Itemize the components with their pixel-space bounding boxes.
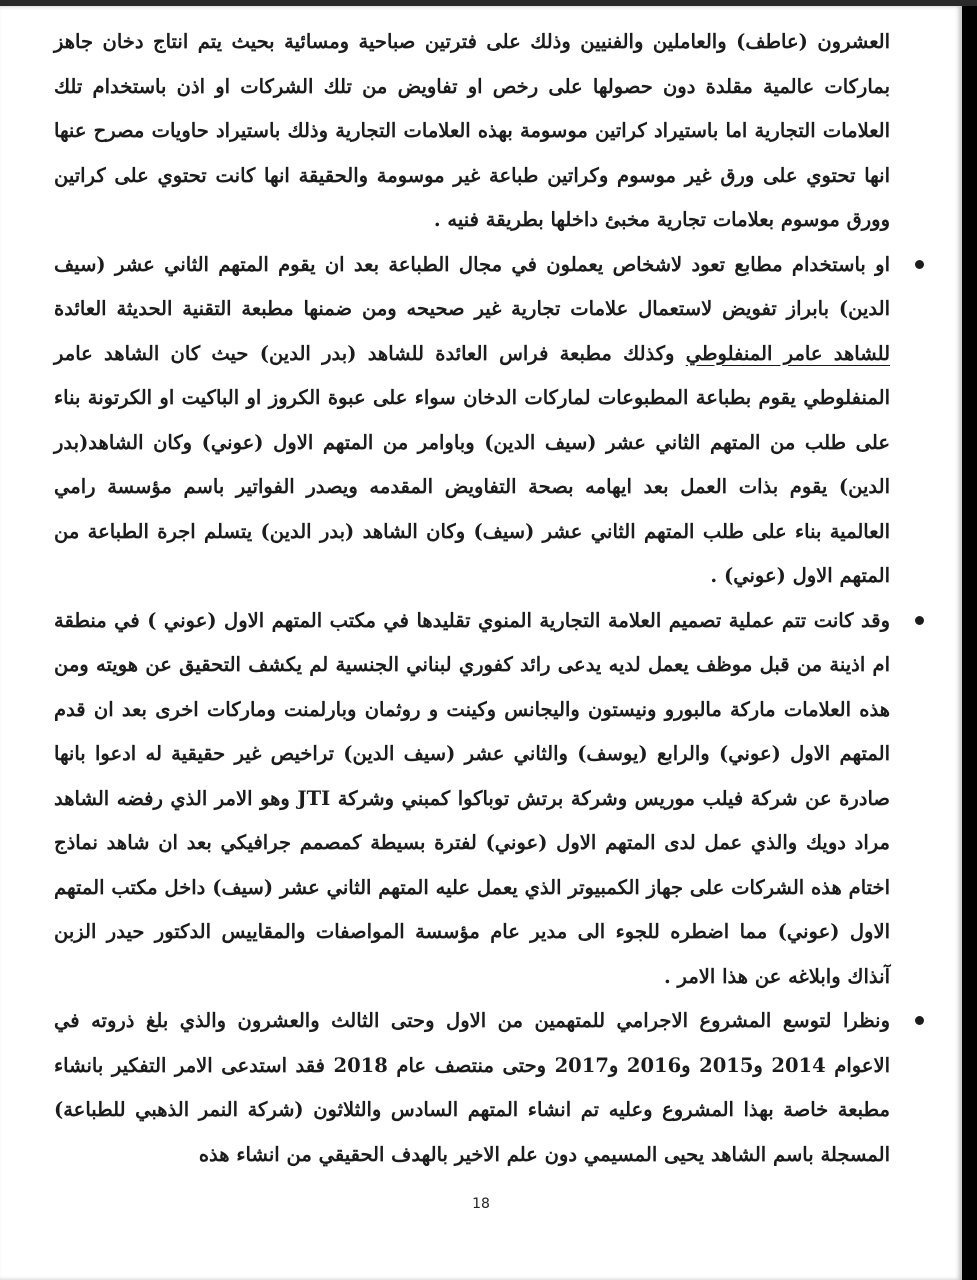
opening-paragraph: العشرون (عاطف) والعاملين والفنيين وذلك على فترتين صباحية ومسائية بحيث يتم انتاج دخان جاهز بماركات عالمية مقلدة دون حصولها على رخص او تفاويض من تلك الشركات او اذن باستخدام تلك العلامات التجارية اما باستيراد كراتين موسومة بهذه العلامات التجارية وذلك باستيراد حاويات مصرح عنها انها تحتوي على ورق غير موسوم وكراتين طباعة غير موسومة والحقيقة انها كانت تحتوي على كراتين وورق موسوم بعلامات تجارية مخبئ داخلها بطريقة فنيه . [54, 30, 890, 231]
bullet-text-part: وكذلك مطبعة فراس العائدة للشاهد (بدر الدين) حيث كان الشاهد عامر المنفلوطي يقوم بطباعة المطبوعات لماركات الدخان سواء على عبوة الكروز او الباكيت او الكرتونة بناء على طلب من المتهم الثاني عشر (سيف الدين) وباوامر من المتهم الاول (عوني) وكان الشاهد(بدر الدين) يقوم بذات العمل بعد ايهامه بصحة التفاويض المقدمه ويصدر الفواتير باسم مؤسسة رامي العالمية بناء على طلب المتهم الثاني عشر (سيف) وكان الشاهد (بدر الدين) يتسلم اجرة الطباعة من المتهم الاول (عوني) . [54, 341, 890, 587]
bullet-item-project-expansion [54, 999, 890, 1177]
bullet-text: ونظرا لتوسع المشروع الاجرامي للمتهمين من الاول وحتى الثالث والعشرون والذي بلغ ذروته في الاعوام 2014 و2015 و2016 و2017 وحتى منتصف عام 2018 فقد استدعى الامر التفكير بانشاء مطبعة خاصة بهذا المشروع وعليه تم انشاء المتهم السادس والثلاثون (شركة النمر الذهبي للطباعة) المسجلة باسم الشاهد يحيى المسيمي دون علم الاخير بالهدف الحقيقي من انشاء هذه [54, 1009, 890, 1166]
bullet-icon [915, 1016, 924, 1025]
page-number: 18 [472, 1196, 490, 1212]
bullet-text-part: او باستخدام مطابع تعود لاشخاص يعملون في مجال الطباعة بعد ان يقوم المتهم الثاني عشر (سيف الدين) بابراز تفويض لاستعمال علامات تجارية غير صحيحه ومن ضمنها مطبعة التقنية الحديثة العائدة [54, 252, 890, 320]
underlined-witness-name: للشاهد عامر المنفلوطي [685, 341, 891, 365]
bullet-item-printing-presses [54, 243, 890, 599]
document-body [54, 20, 890, 1177]
bullet-text: وقد كانت تتم عملية تصميم العلامة التجارية المنوي تقليدها في مكتب المتهم الاول (عوني ) في منطقة ام اذينة من قبل موظف يعمل لديه يدعى رائد كفوري لبناني الجنسية لم يكشف التحقيق عن هويته ومن هذه العلامات ماركة مالبورو ونيستون واليجانس وكينت و روثمان وبارلمنت وماركات اخرى بعد ان قدم المتهم الاول (عوني) والرابع (يوسف) والثاني عشر (سيف الدين) تراخيص غير حقيقية له ادعوا بانها صادرة عن شركة فيلب موريس وشركة برتش توباكوا كمبني وشركة JTI وهو الامر الذي رفضه الشاهد مراد دويك والذي عمل لدى المتهم الاول (عوني) لفترة بسيطة كمصمم جرافيكي بعد ان شاهد نماذج اختام هذه الشركات على جهاز الكمبيوتر الذي يعمل عليه المتهم الثاني عشر (سيف) داخل مكتب المتهم الاول (عوني) مما اضطره للجوء الى مدير عام مؤسسة المواصفات والمقاييس الدكتور حيدر الزبن آنذاك وابلاغه عن هذا الامر . [54, 608, 890, 988]
document-page [0, 6, 962, 1280]
bullet-item-trademark-design [54, 599, 890, 1000]
bullet-icon [915, 616, 924, 625]
bullet-icon [915, 260, 924, 269]
